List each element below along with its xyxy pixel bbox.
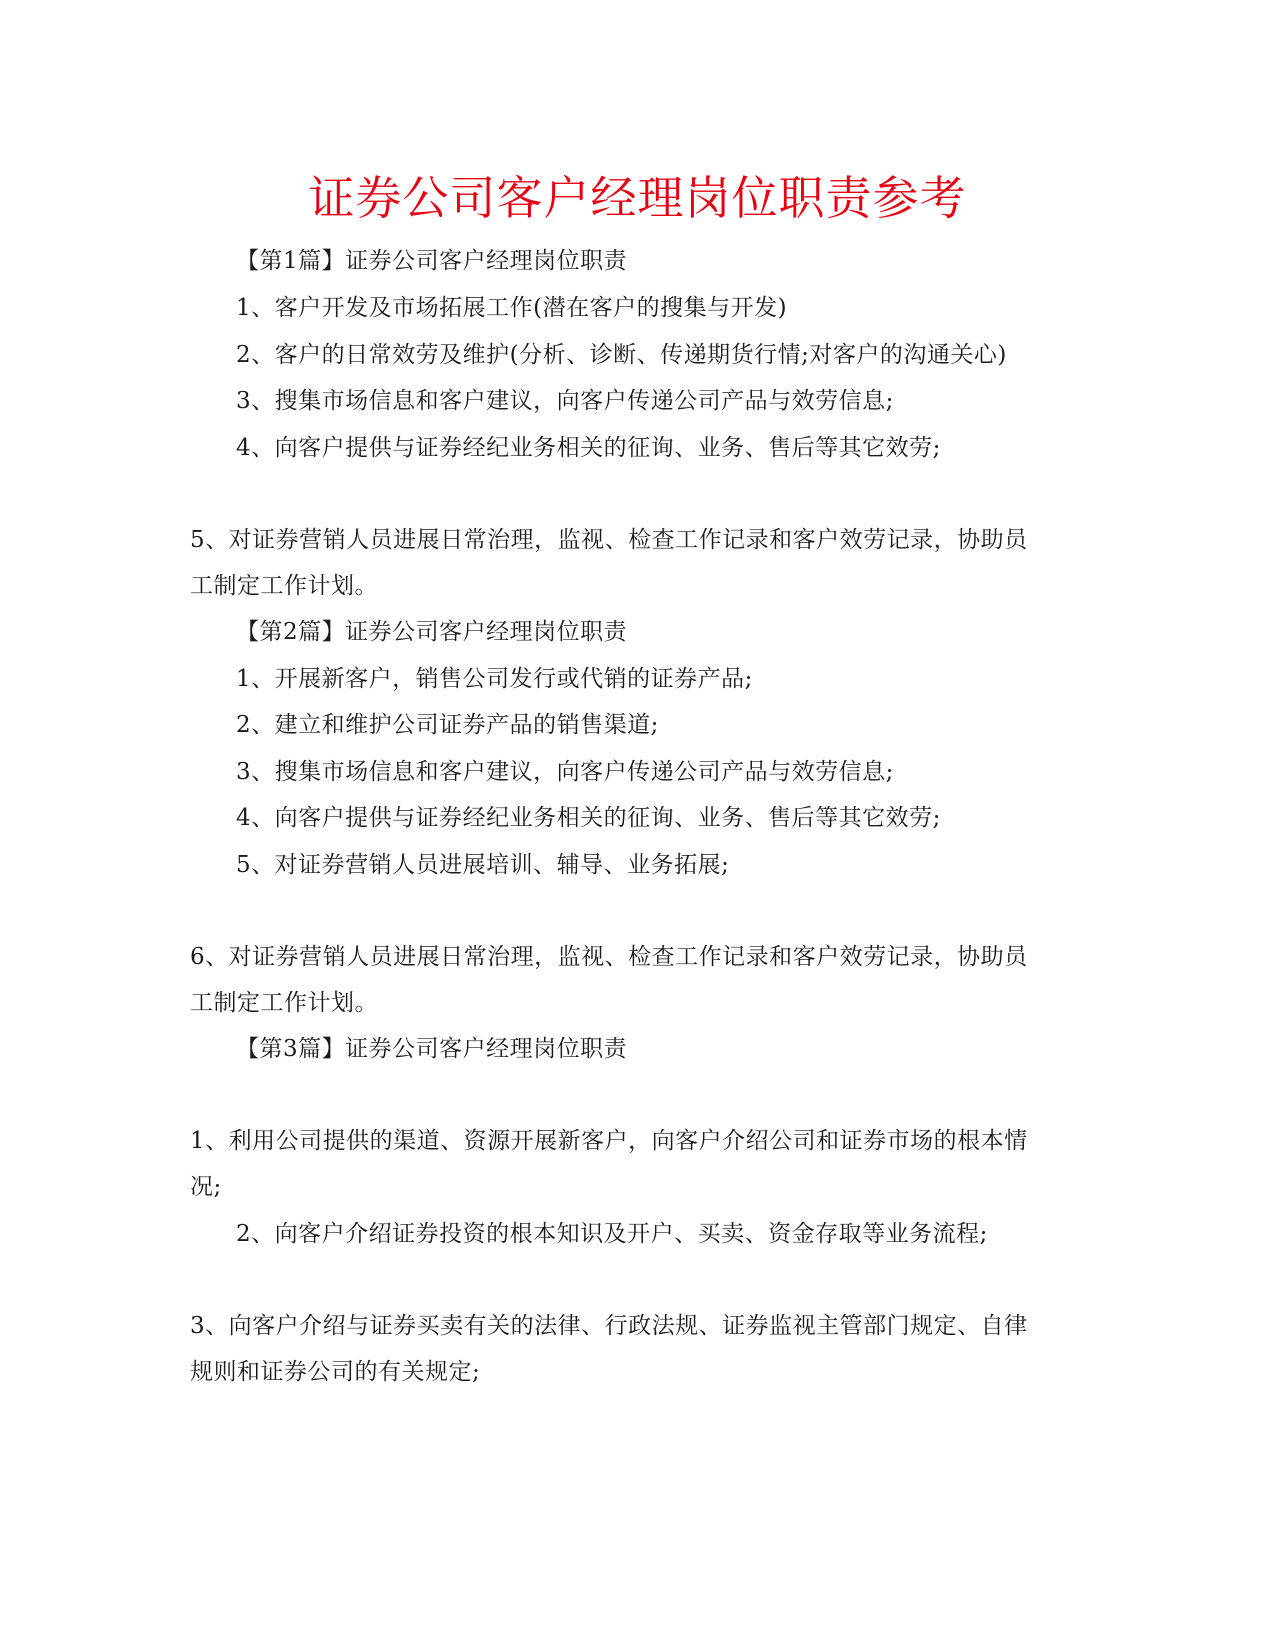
section-2-item-6-cont: 工制定工作计划。 (190, 990, 378, 1016)
section-1-heading: 【第1篇】证券公司客户经理岗位职责 (236, 248, 628, 274)
section-1-item-2: 2、客户的日常效劳及维护(分析、诊断、传递期货行情;对客户的沟通关心) (236, 342, 1007, 368)
section-1-item-3: 3、搜集市场信息和客户建议，向客户传递公司产品与效劳信息; (236, 388, 894, 414)
page-title: 证券公司客户经理岗位职责参考 (308, 171, 967, 225)
section-2-item-6: 6、对证券营销人员进展日常治理，监视、检查工作记录和客户效劳记录，协助员 (190, 944, 1028, 970)
section-2-heading: 【第2篇】证券公司客户经理岗位职责 (236, 619, 628, 645)
section-3-heading: 【第3篇】证券公司客户经理岗位职责 (236, 1036, 628, 1062)
section-3-item-3-cont: 规则和证券公司的有关规定; (190, 1359, 481, 1385)
section-3-item-3: 3、向客户介绍与证券买卖有关的法律、行政法规、证券监视主管部门规定、自律 (190, 1313, 1028, 1339)
section-1-item-5-cont: 工制定工作计划。 (190, 573, 378, 599)
section-2-item-4: 4、向客户提供与证券经纪业务相关的征询、业务、售后等其它效劳; (236, 805, 941, 831)
section-1-item-4: 4、向客户提供与证券经纪业务相关的征询、业务、售后等其它效劳; (236, 435, 941, 461)
section-2-item-3: 3、搜集市场信息和客户建议，向客户传递公司产品与效劳信息; (236, 759, 894, 785)
section-2-item-2: 2、建立和维护公司证券产品的销售渠道; (236, 712, 659, 738)
section-2-item-1: 1、开展新客户，销售公司发行或代销的证券产品; (236, 666, 753, 692)
section-1-item-5: 5、对证券营销人员进展日常治理，监视、检查工作记录和客户效劳记录，协助员 (190, 527, 1028, 553)
section-3-item-2: 2、向客户介绍证券投资的根本知识及开户、买卖、资金存取等业务流程; (236, 1221, 988, 1247)
section-2-item-5: 5、对证券营销人员进展培训、辅导、业务拓展; (236, 852, 730, 878)
section-3-item-1-cont: 况; (190, 1174, 222, 1200)
section-1-item-1: 1、客户开发及市场拓展工作(潜在客户的搜集与开发) (236, 295, 788, 321)
section-3-item-1: 1、利用公司提供的渠道、资源开展新客户，向客户介绍公司和证券市场的根本情 (190, 1128, 1028, 1154)
